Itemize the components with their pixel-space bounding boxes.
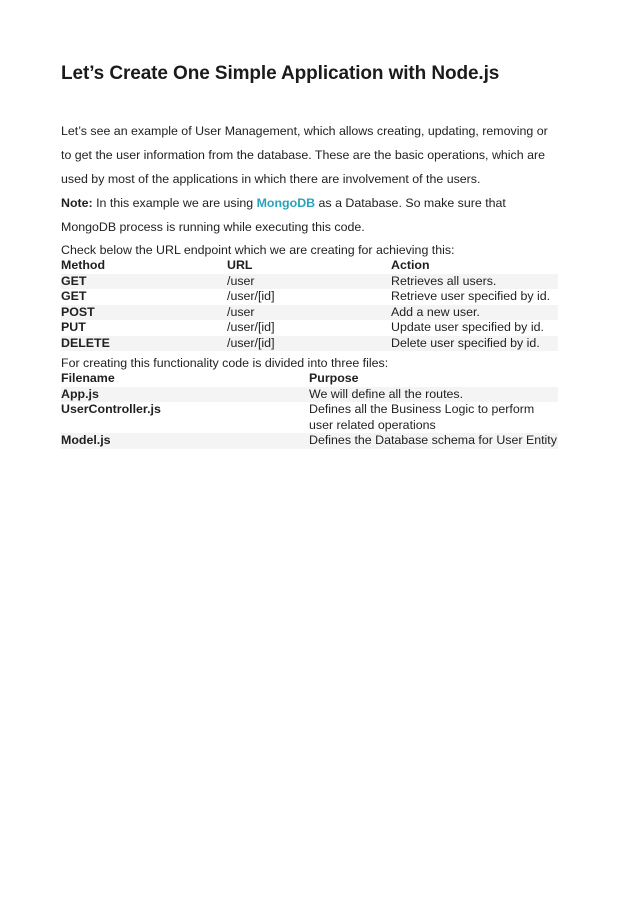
endpoints-table <box>61 258 558 351</box>
action-cell: Add a new user. <box>391 305 558 321</box>
mongodb-link[interactable]: MongoDB <box>256 196 316 210</box>
method-cell: PUT <box>61 320 86 334</box>
table-row <box>61 387 558 403</box>
purpose-cell: Defines the Database schema for User Entity <box>309 433 557 447</box>
endpoints-lead: Check below the URL endpoint which we are creating for achieving this: <box>61 243 455 257</box>
table-row <box>61 320 558 336</box>
url-cell: /user/[id] <box>227 289 275 303</box>
column-header-method: Method <box>61 258 106 272</box>
table-row <box>61 289 558 305</box>
method-cell: GET <box>61 274 227 290</box>
table-row <box>61 336 558 352</box>
note-paragraph <box>61 191 558 239</box>
action-cell: Update user specified by id. <box>391 320 544 334</box>
table-row <box>61 305 558 321</box>
files-lead: For creating this functionality code is divided into three files: <box>61 356 389 370</box>
table-header-row <box>61 258 558 274</box>
table-header-row <box>61 371 558 387</box>
document-content <box>61 62 558 449</box>
table-row <box>61 274 558 290</box>
note-label: Note: <box>61 196 93 210</box>
method-cell: DELETE <box>61 336 227 352</box>
table-row <box>61 402 558 433</box>
filename-cell: UserController.js <box>61 402 161 416</box>
url-cell: /user <box>227 305 391 321</box>
column-header-action: Action <box>391 258 430 272</box>
method-cell: GET <box>61 289 87 303</box>
table-row <box>61 433 558 449</box>
action-cell: Retrieves all users. <box>391 274 558 290</box>
files-table <box>61 371 558 449</box>
filename-cell: Model.js <box>61 433 309 449</box>
column-header-purpose: Purpose <box>309 371 359 385</box>
note-text-after: as a Database. So make sure that MongoDB process is running while executing this code. <box>61 196 506 234</box>
page-title: Let’s Create One Simple Application with Node.js <box>61 63 500 84</box>
column-header-url: URL <box>227 258 253 272</box>
purpose-cell: Defines all the Business Logic to perform user related operations <box>309 402 535 432</box>
filename-cell: App.js <box>61 387 309 403</box>
url-cell: /user/[id] <box>227 320 275 334</box>
action-cell: Retrieve user specified by id. <box>391 289 551 303</box>
intro-paragraph: Let’s see an example of User Management, which allows creating, updating, removing or to get the user information from the database. These are the basic operations, which are used by most of the applications in which there are involvement of the users. <box>61 124 548 186</box>
action-cell: Delete user specified by id. <box>391 336 558 352</box>
url-cell: /user/[id] <box>227 336 391 352</box>
column-header-filename: Filename <box>61 371 115 385</box>
method-cell: POST <box>61 305 227 321</box>
purpose-cell: We will define all the routes. <box>309 387 558 403</box>
note-text-before: In this example we are using <box>92 196 257 210</box>
url-cell: /user <box>227 274 391 290</box>
